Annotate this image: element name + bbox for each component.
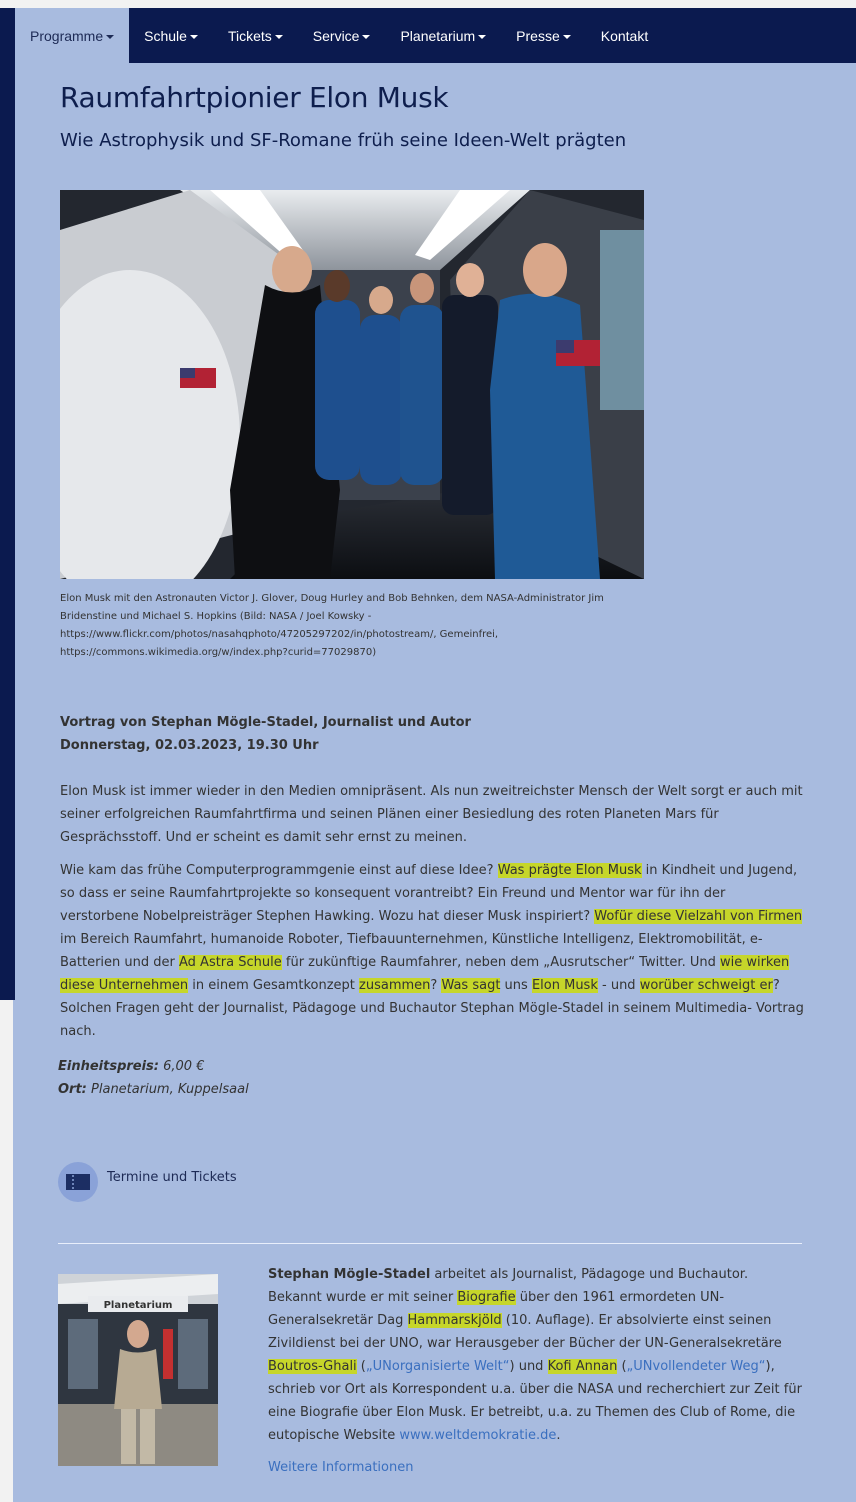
nav-item-kontakt[interactable]: Kontakt: [600, 27, 649, 44]
tickets-button-label: Termine und Tickets: [107, 1169, 237, 1185]
date-line: Donnerstag, 02.03.2023, 19.30 Uhr: [60, 738, 319, 753]
intro-paragraph: Elon Musk ist immer wieder in den Medien omnipräsent. Als nun zweitreichster Mensch der Welt sorgt er auch mit seiner erfolgreichen Raumfahrtfirma und seinen Plänen einer Besiedlung des roten Planeten Mars für Gesprächsstoff. Und er scheint es damit sehr ernst zu meinen.: [60, 784, 803, 845]
chevron-down-icon: [275, 35, 283, 39]
nav-item-service[interactable]: Service: [298, 8, 386, 63]
chevron-down-icon: [563, 35, 571, 39]
chevron-down-icon: [478, 35, 486, 39]
tickets-button[interactable]: [58, 1162, 237, 1202]
author-bio: Stephan Mögle-Stadel arbeitet als Journalist, Pädagoge und Buchautor. Bekannt wurde er mit seiner Biografie über den 1961 ermordeten UN-Generalsekretär Dag Hammarskjöld (10. Auflage). Er absolvierte einst seinen Zivildienst bei der UNO, war Herausgeber der Bücher der UN-Generalsekretäre Boutros-Ghali („UNorganisierte Welt“) und Kofi Annan („UNvollendeter Weg“), schrieb vor Ort als Korrespondent u.a. über die NASA und recherchiert zur Zeit für eine Biografie über Elon Musk. Er betreibt, u.a. zu Themen des Club of Rome, die eutopische Website www.weltdemokratie.de. Weitere Informationen: [268, 1267, 802, 1475]
book-link-unorganisierte-welt[interactable]: „UNorganisierte Welt“: [365, 1359, 510, 1374]
section-divider: [58, 1243, 802, 1244]
chevron-down-icon: [190, 35, 198, 39]
more-info-link[interactable]: Weitere Informationen: [268, 1460, 414, 1475]
website-link[interactable]: www.weltdemokratie.de: [399, 1428, 557, 1443]
hero-image: [60, 190, 644, 579]
location-line: Ort: Planetarium, Kuppelsaal: [58, 1082, 249, 1097]
chevron-down-icon: [362, 35, 370, 39]
nav-item-planetarium[interactable]: Planetarium: [385, 8, 501, 63]
browser-top-strip: [0, 0, 856, 8]
nav-item-schule[interactable]: Schule: [129, 8, 213, 63]
left-edge-bar: [0, 8, 15, 1000]
spacex-crew-photo: [60, 190, 644, 579]
nav-item-programme[interactable]: Programme: [15, 8, 129, 63]
lecture-line: Vortrag von Stephan Mögle-Stadel, Journalist und Autor: [60, 715, 471, 730]
main-navigation: [15, 8, 856, 63]
book-link-unvollendeter-weg[interactable]: „UNvollendeter Weg“: [626, 1359, 766, 1374]
page-subtitle: Wie Astrophysik und SF-Romane früh seine Ideen-Welt prägten: [60, 130, 627, 151]
ticket-icon: [58, 1162, 98, 1202]
chevron-down-icon: [106, 35, 114, 39]
svg-text:Planetarium: Planetarium: [103, 1300, 173, 1311]
page-title: Raumfahrtpionier Elon Musk: [60, 81, 449, 114]
nav-item-tickets[interactable]: Tickets: [213, 8, 298, 63]
price-line: Einheitspreis: 6,00 €: [58, 1059, 205, 1074]
author-photo: [58, 1274, 218, 1466]
nav-item-presse[interactable]: Presse: [501, 8, 586, 63]
image-caption: Elon Musk mit den Astronauten Victor J. Glover, Doug Hurley and Bob Behnken, dem NASA-Administrator Jim Bridenstine und Michael S. Hopkins (Bild: NASA / Joel Kowsky - https://www.flickr.com/photos/nasahqphoto/47205297202/in/photostream/, Gemeinfrei, https://commons.wikimedia.org/w/index.php?curid=77029870): [60, 593, 604, 658]
left-edge-gap: [0, 1000, 13, 1502]
body-paragraph: Wie kam das frühe Computerprogrammgenie einst auf diese Idee? Was prägte Elon Musk in Kindheit und Jugend, so dass er seine Raumfahrtprojekte so konsequent vorantreibt? Ein Freund und Mentor war für ihn der verstorbene Nobelpreisträger Stephen Hawking. Wozu hat dieser Musk inspiriert? Wofür diese Vielzahl von Firmen im Bereich Raumfahrt, humanoide Roboter, Tiefbauunternehmen, Künstliche Intelligenz, Elektromobilität, e-Batterien und der Ad Astra Schule für zukünftige Raumfahrer, neben dem „Ausrutscher“ Twitter. Und wie wirken diese Unternehmen in einem Gesamtkonzept zusammen? Was sagt uns Elon Musk - und worüber schweigt er? Solchen Fragen geht der Journalist, Pädagoge und Buchautor Stephan Mögle-Stadel in seinem Multimedia- Vortrag nach.: [60, 863, 804, 1039]
